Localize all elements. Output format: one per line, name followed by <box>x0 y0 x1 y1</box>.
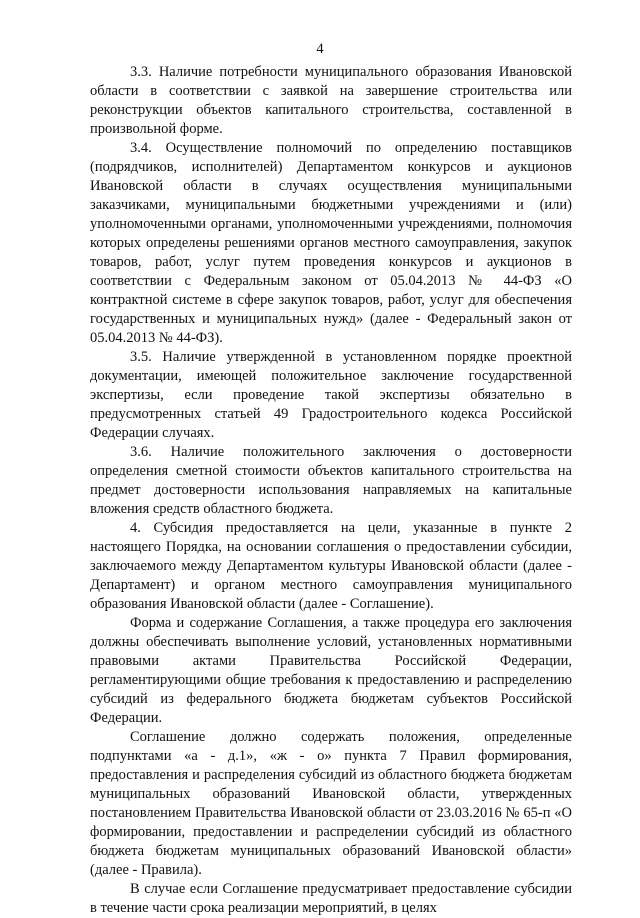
paragraph-4: 4. Субсидия предоставляется на цели, указанные в пункте 2 настоящего Порядка, на основании соглашения о предоставлении субсидии, заключаемого между Департаментом культуры Ивановской области (далее - Департамент) и органом местного самоуправления муниципального образования Ивановской области (далее - Соглашение). <box>90 520 572 612</box>
paragraph-agreement-content: Соглашение должно содержать положения, определенные подпунктами «а - д.1», «ж - о» пункта 7 Правил формирования, предоставления и распределения субсидий из областного бюджета бюджетам муниципальных образований Ивановской области, утвержденных постановлением Правительства Ивановской области от 23.03.2016 № 65-п «О формировании, предоставлении и распределении субсидий из областного бюджета бюджетам муниципальных образований Ивановской области» (далее - Правила). <box>90 729 572 878</box>
document-body <box>90 63 572 918</box>
paragraph-agreement-form: Форма и содержание Соглашения, а также процедура его заключения должны обеспечивать выполнение условий, установленных нормативными правовыми актами Правительства Российской Федерации, регламентирующими общие требования к предоставлению и распределению субсидий из федерального бюджета бюджетам субъектов Российской Федерации. <box>90 615 572 726</box>
paragraph-3-3: 3.3. Наличие потребности муниципального образования Ивановской области в соответствии с заявкой на завершение строительства или реконструкции объектов капитального строительства, составленной в произвольной форме. <box>90 64 572 137</box>
page-number: 4 <box>316 41 324 57</box>
paragraph-3-6: 3.6. Наличие положительного заключения о достоверности определения сметной стоимости объектов капитального строительства на предмет достоверности использования направляемых на капитальные вложения средств областного бюджета. <box>90 444 572 517</box>
paragraph-agreement-period: В случае если Соглашение предусматривает предоставление субсидии в течение части срока реализации мероприятий, в целях <box>90 881 572 916</box>
paragraph-3-4: 3.4. Осуществление полномочий по определению поставщиков (подрядчиков, исполнителей) Департаментом конкурсов и аукционов Ивановской области в случаях осуществления муниципальными заказчиками, муниципальными бюджетными учреждениями и (или) уполномоченными органами, уполномоченными учреждениями, полномочия которых определены решениями органов местного самоуправления, закупок товаров, работ, услуг путем проведения конкурсов и аукционов в соответствии с Федеральным законом от 05.04.2013 № 44-ФЗ «О контрактной системе в сфере закупок товаров, работ, услуг для обеспечения государственных и муниципальных нужд» (далее - Федеральный закон от 05.04.2013 № 44-ФЗ). <box>90 140 572 346</box>
paragraph-3-5: 3.5. Наличие утвержденной в установленном порядке проектной документации, имеющей положительное заключение государственной экспертизы, если проведение такой экспертизы обязательно в предусмотренных статьей 49 Градостроительного кодекса Российской Федерации случаях. <box>90 349 572 441</box>
